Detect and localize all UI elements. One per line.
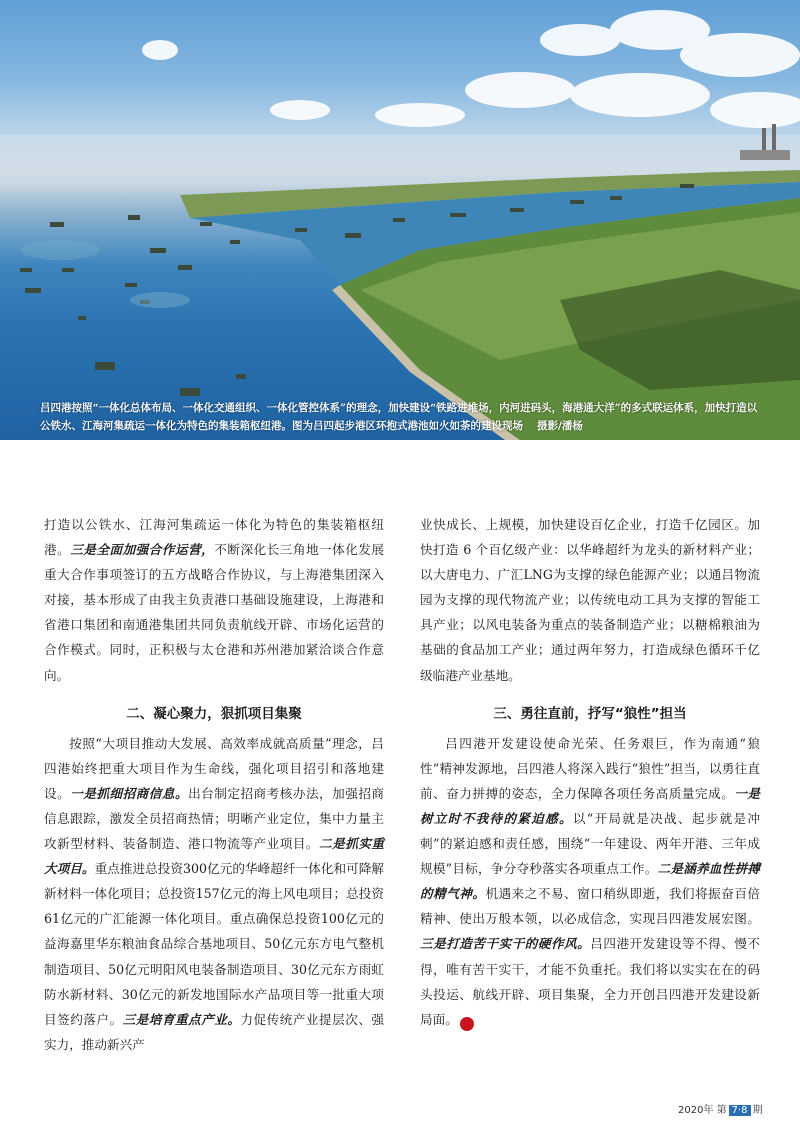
text-run: 重点推进总投资300亿元的华峰超纤一体化和可降解新材料一体化项目；总投资157亿元的海上风电项目；总投资61亿元的广汇能源一体化项目。重点确保总投资100亿元的益海嘉里华东粮油食品综合基地项目、50亿元东方电气整机制造项目、50亿元明阳风电装备制造项目、30亿元东方雨虹防水新材料、30亿元的新发地国际水产品项目等一批重大项目签约落户。 — [44, 861, 385, 1027]
emphasis-run: 一是树立时不我待的紧迫感。 — [420, 785, 761, 826]
emphasis-run: 三是打造苦干实干的硬作风。 — [420, 936, 591, 952]
folio-di: 第 — [716, 1105, 727, 1116]
caption-text: 吕四港按照“一体化总体布局、一体化交通组织、一体化管控体系”的理念，加快建设“铁路进堆场，内河进码头，海港通大洋”的多式联运体系，加快打造以公铁水、江海河集疏运一体化为特色的集装箱枢纽港。图为吕四起步港区环抱式港池如火如荼的建设现场 — [40, 402, 758, 432]
folio-issue: 7·8 — [729, 1105, 751, 1116]
text-run: 机遇来之不易、窗口稍纵即逝，我们将振奋百倍精神、使出万般本领，以必成信念，实现吕四港发展宏图。 — [420, 886, 761, 927]
text-run: 按照“大项目推动大发展、高效率成就高质量”理念，吕四港始终把重大项目作为生命线，强化项目招引和落地建设。 — [44, 735, 384, 801]
photo-caption — [40, 399, 764, 435]
folio-year: 2020年 — [678, 1105, 714, 1116]
emphasis-run: 三是全面加强合作运营， — [70, 542, 215, 558]
right-paragraph-2 — [420, 731, 760, 1032]
article-end-mark-icon: 冕 — [460, 1017, 474, 1031]
left-column — [44, 512, 384, 1057]
text-run: 吕四港开发建设使命光荣、任务艰巨，作为南通“狼性”精神发源地，吕四港人将深入践行“狼性”担当，以勇往直前、奋力拼搏的姿态，全力保障各项任务高质量完成。 — [420, 735, 760, 801]
section-heading-2: 二、凝心聚力，狠抓项目集聚 — [126, 705, 302, 722]
page-folio — [678, 1101, 763, 1116]
right-column — [420, 512, 760, 1032]
text-run: 不断深化长三角地一体化发展重大合作事项签订的五方战略合作协议，与上海港集团深入对接，基本形成了由我主负责港口基础设施建设，上海港和省港口集团和南通港集团共同负责航线开辟、市场化运营的合作模式。同时，正积极与太仓港和苏州港加紧洽谈合作意向。 — [44, 542, 385, 683]
emphasis-run: 三是培育重点产业。 — [122, 1011, 241, 1027]
text-run: 以“开局就是决战、起步就是冲刺”的紧迫感和责任感，围绕“一年建设、两年开港、三年成规模”目标，争分夺秒落实各项重点工作。 — [420, 810, 761, 877]
left-paragraph-1 — [44, 512, 384, 688]
emphasis-run: 二是涵养血性拼搏的精气神。 — [420, 861, 760, 902]
left-paragraph-2 — [44, 731, 384, 1057]
text-run: 打造以公铁水、江海河集疏运一体化为特色的集装箱枢纽港。 — [44, 517, 384, 558]
folio-qi: 期 — [752, 1105, 763, 1116]
right-paragraph-1: 业快成长、上规模，加快建设百亿企业，打造千亿园区。加快打造 6 个百亿级产业：以华峰超纤为龙头的新材料产业；以大唐电力、广汇LNG为支撑的绿色能源产业；以通吕物流园为支撑的现代物流产业；以传统电动工具为支撑的智能工具产业；以风电装备为重点的装备制造产业；以糖棉粮油为基础的食品加工产业；通过两年努力，打造成绿色循环千亿级临港产业基地。 — [420, 517, 760, 683]
emphasis-run: 一是抓细招商信息。 — [70, 785, 189, 801]
aerial-port-photo — [0, 0, 800, 440]
section-heading-3: 三、勇往直前，抒写“狼性”担当 — [493, 705, 687, 722]
text-run: 力促传统产业提层次、强实力，推动新兴产 — [44, 1011, 385, 1052]
text-run: 出台制定招商考核办法，加强招商信息跟踪，激发全员招商热情；明晰产业定位，集中力量主攻新型材料、装备制造、港口物流等产业项目。 — [44, 785, 385, 852]
text-run: 吕四港开发建设等不得、慢不得，唯有苦干实干，才能不负重托。我们将以实实在在的码头投运、航线开辟、项目集聚，全力开创吕四港开发建设新局面。 — [420, 936, 761, 1027]
emphasis-run: 二是抓实重大项目。 — [44, 836, 385, 877]
photo-credit: 摄影/潘杨 — [537, 420, 583, 432]
photo-illustration — [0, 0, 800, 440]
